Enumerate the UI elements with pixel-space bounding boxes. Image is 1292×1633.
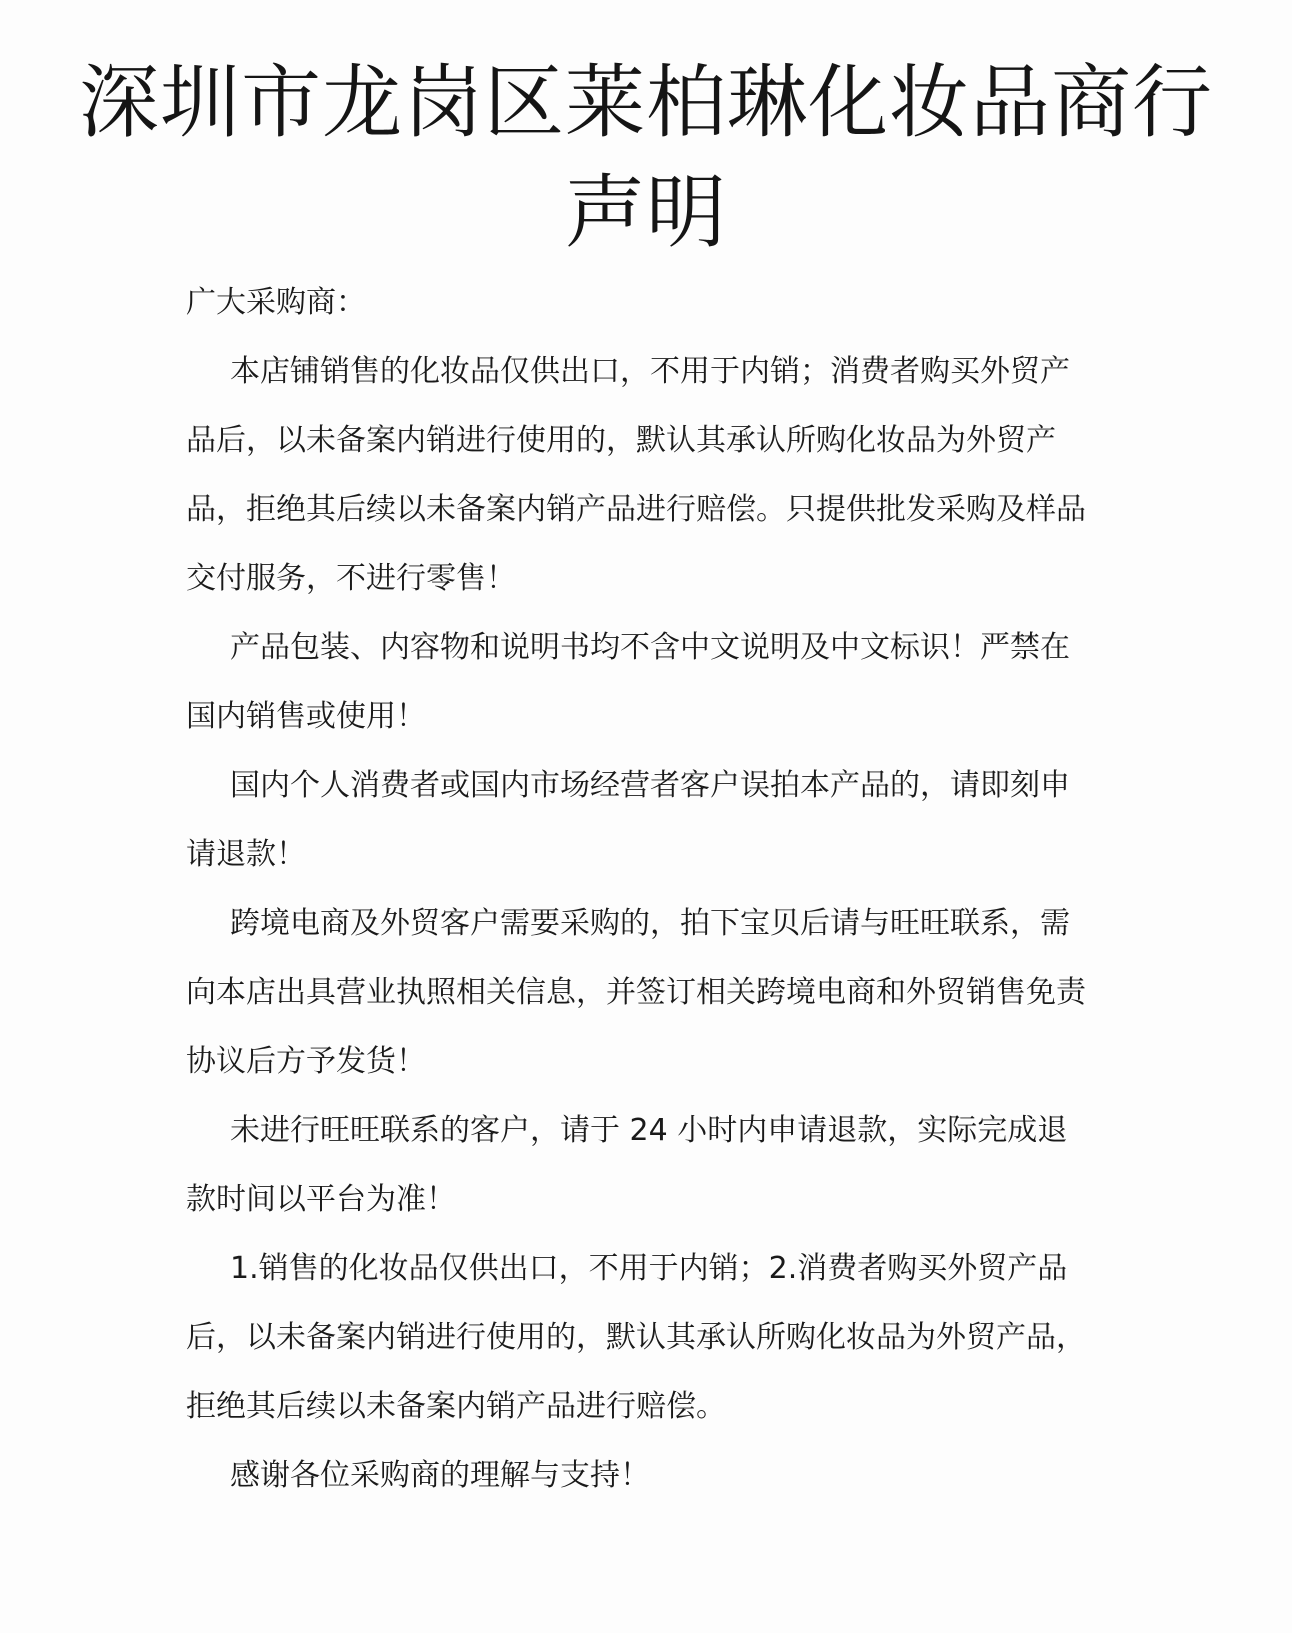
- document-heading: 声明: [565, 166, 727, 259]
- paragraph-no-chinese-label: 产品包装、内容物和说明书均不含中文说明及中文标识！严禁在国内销售或使用！: [186, 630, 1070, 734]
- paragraph-summary-terms: 1.销售的化妆品仅供出口，不用于内销；2.消费者购买外贸产品后，以未备案内销进行使用的，默认其承认所购化妆品为外贸产品，拒绝其后续以未备案内销产品进行赔偿。: [186, 1251, 1086, 1424]
- paragraph-refund-timeline: 未进行旺旺联系的客户，请于 24 小时内申请退款，实际完成退款时间以平台为准！: [186, 1113, 1068, 1217]
- paragraph-export-only: 本店铺销售的化妆品仅供出口，不用于内销；消费者购买外贸产品后，以未备案内销进行使用的，默认其承认所购化妆品为外贸产品，拒绝其后续以未备案内销产品进行赔偿。只提供批发采购及样品交付服务，不进行零售！: [186, 354, 1086, 596]
- salutation: 广大采购商：: [186, 285, 366, 320]
- paragraph-refund-domestic: 国内个人消费者或国内市场经营者客户误拍本产品的，请即刻申请退款！: [186, 768, 1070, 872]
- document-body: [186, 268, 1086, 1510]
- paragraph-thanks: 感谢各位采购商的理解与支持！: [230, 1458, 650, 1493]
- paragraph-cross-border: 跨境电商及外贸客户需要采购的，拍下宝贝后请与旺旺联系，需向本店出具营业执照相关信息，并签订相关跨境电商和外贸销售免责协议后方予发货！: [186, 906, 1086, 1079]
- document-title: 深圳市龙岗区莱柏琳化妆品商行: [79, 56, 1213, 149]
